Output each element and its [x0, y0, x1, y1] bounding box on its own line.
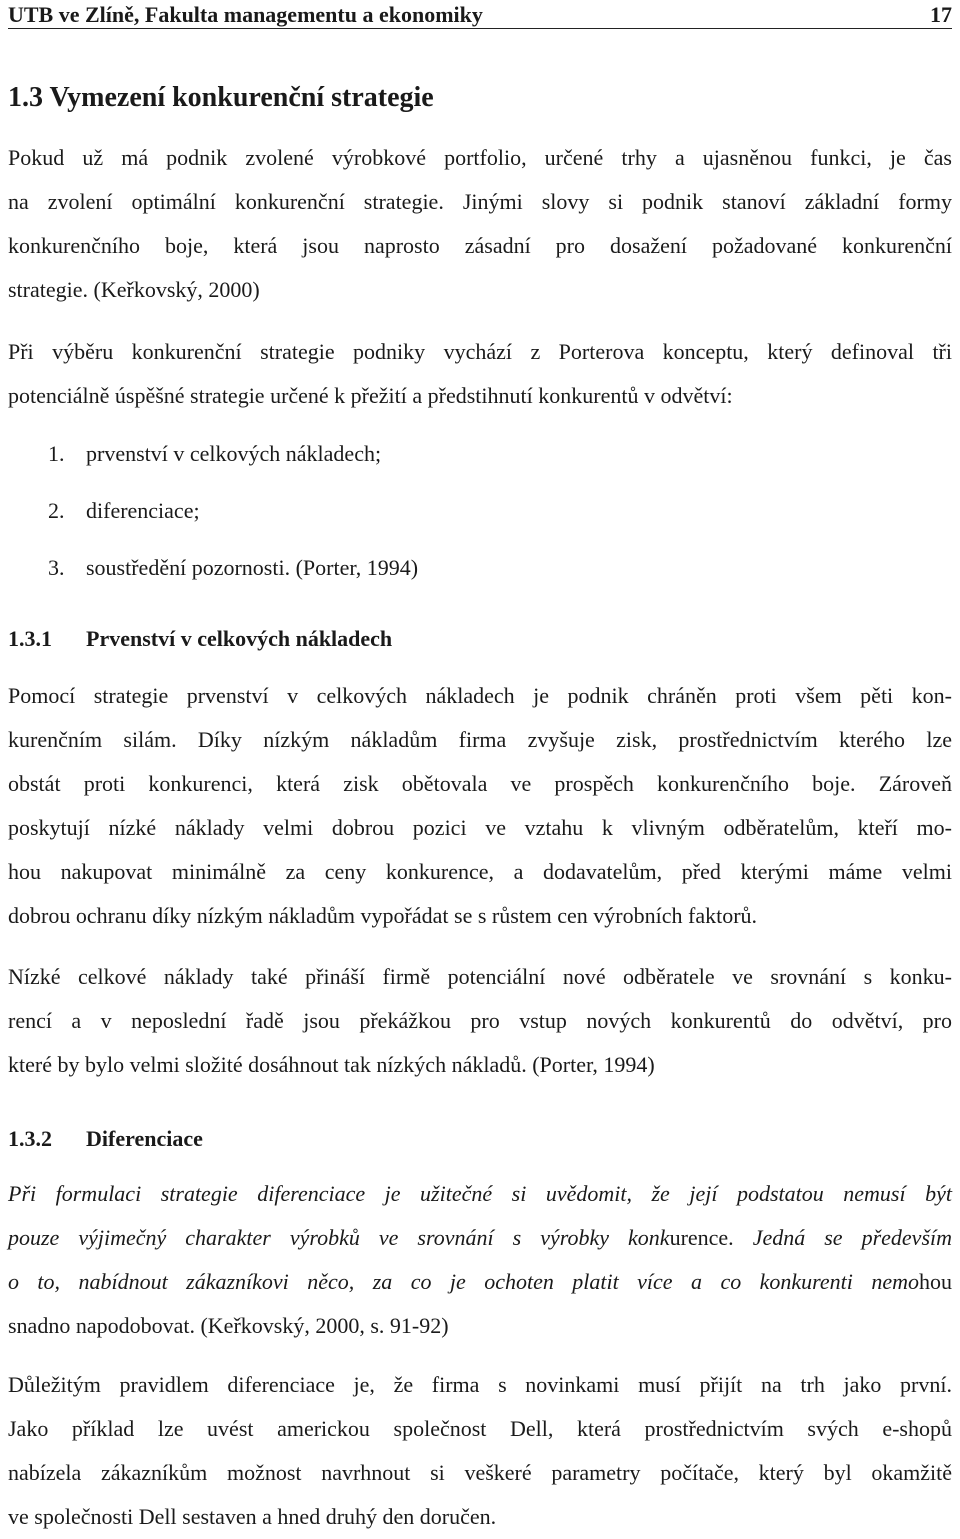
text-line — [8, 1260, 952, 1304]
text-line: hou nakupovat minimálně za ceny konkurence, a dodavatelům, před kterými máme velmi — [8, 859, 952, 884]
text-line: Nízké celkové náklady také přináší firmě potenciální nové odběratele ve srovnání s konku- — [8, 964, 952, 989]
differentiation-paragraph-2 — [8, 1363, 952, 1539]
text-line: Jako příklad lze uvést americkou společnost Dell, která prostřednictvím svých e-shopů — [8, 1416, 952, 1441]
list-number: 3. — [48, 555, 65, 580]
text-line: na zvolení optimální konkurenční strategie. Jinými slovy si podnik stanoví základní formy — [8, 189, 952, 214]
text-line: které by bylo velmi složité dosáhnout tak nízkých nákladů. (Porter, 1994) — [8, 1052, 655, 1077]
subsection-heading-1 — [8, 626, 392, 652]
list-item — [48, 441, 381, 467]
text-line: nabízela zákazníkům možnost navrhnout si veškeré parametry počítače, který byl okamžitě — [8, 1460, 952, 1485]
text-line: Pokud už má podnik zvolené výrobkové portfolio, určené trhy a ujasněnou funkci, je čas — [8, 145, 952, 170]
subsection-number: 1.3.1 — [8, 626, 52, 651]
text-line: Při formulaci strategie diferenciace je užitečné si uvědomit, že její podstatou nemusí být — [8, 1181, 952, 1206]
normal-text: urence. — [669, 1225, 753, 1250]
porter-paragraph — [8, 330, 952, 418]
text-line: snadno napodobovat. (Keřkovský, 2000, s. 91-92) — [8, 1313, 449, 1338]
header-title: UTB ve Zlíně, Fakulta managementu a ekonomiky — [8, 2, 483, 27]
cost-leadership-paragraph-1 — [8, 674, 952, 938]
list-text: prvenství v celkových nákladech; — [86, 441, 382, 466]
text-line: rencí a v neposlední řadě jsou překážkou pro vstup nových konkurentů do odvětví, pro — [8, 1008, 952, 1033]
list-item — [48, 498, 200, 524]
intro-paragraph — [8, 136, 952, 312]
list-item — [48, 555, 418, 581]
list-number: 2. — [48, 498, 65, 523]
list-number: 1. — [48, 441, 65, 466]
italic-text: Jedná se především — [752, 1225, 953, 1250]
text-line: ve společnosti Dell sestaven a hned druhý den doručen. — [8, 1504, 497, 1529]
list-text: soustředění pozornosti. (Porter, 1994) — [86, 555, 419, 580]
text-line: Při výběru konkurenční strategie podniky vychází z Porterova konceptu, který definoval tři — [8, 339, 952, 364]
text-line: kurenčním silám. Díky nízkým nákladům firma zvyšuje zisk, prostřednictvím kterého lze — [8, 727, 952, 752]
italic-text: o to, nabídnout zákazníkovi něco, za co je ochoten platit více a co konkurenti nemo — [8, 1269, 919, 1294]
italic-text: pouze výjimečný charakter výrobků ve srovnání s výrobky konk — [8, 1225, 670, 1250]
section-heading: 1.3 Vymezení konkurenční strategie — [8, 82, 434, 113]
text-line: poskytují nízké náklady velmi dobrou pozici ve vztahu k vlivným odběratelům, kteří mo- — [8, 815, 952, 840]
page-header — [8, 0, 952, 29]
page-number: 17 — [930, 2, 952, 27]
cost-leadership-paragraph-2 — [8, 955, 952, 1087]
text-line: dobrou ochranu díky nízkým nákladům vypořádat se s růstem cen výrobních faktorů. — [8, 903, 758, 928]
list-text: diferenciace; — [86, 498, 200, 523]
text-line — [8, 1216, 952, 1260]
text-line: obstát proti konkurenci, která zisk obětovala ve prospěch konkurenčního boje. Zároveň — [8, 771, 952, 796]
text-line: potenciálně úspěšné strategie určené k přežití a předstihnutí konkurentů v odvětví: — [8, 383, 733, 408]
normal-text: hou — [919, 1269, 952, 1294]
subsection-title: Prvenství v celkových nákladech — [86, 626, 393, 651]
text-line: konkurenčního boje, která jsou naprosto zásadní pro dosažení požadované konkurenční — [8, 233, 952, 258]
text-line: Pomocí strategie prvenství v celkových nákladech je podnik chráněn proti všem pěti kon- — [8, 683, 952, 708]
subsection-heading-2 — [8, 1126, 203, 1152]
subsection-number: 1.3.2 — [8, 1126, 52, 1151]
subsection-title: Diferenciace — [86, 1126, 203, 1151]
text-line: Důležitým pravidlem diferenciace je, že firma s novinkami musí přijít na trh jako první. — [8, 1372, 952, 1397]
text-line: strategie. (Keřkovský, 2000) — [8, 277, 260, 302]
differentiation-paragraph-1 — [8, 1172, 952, 1348]
